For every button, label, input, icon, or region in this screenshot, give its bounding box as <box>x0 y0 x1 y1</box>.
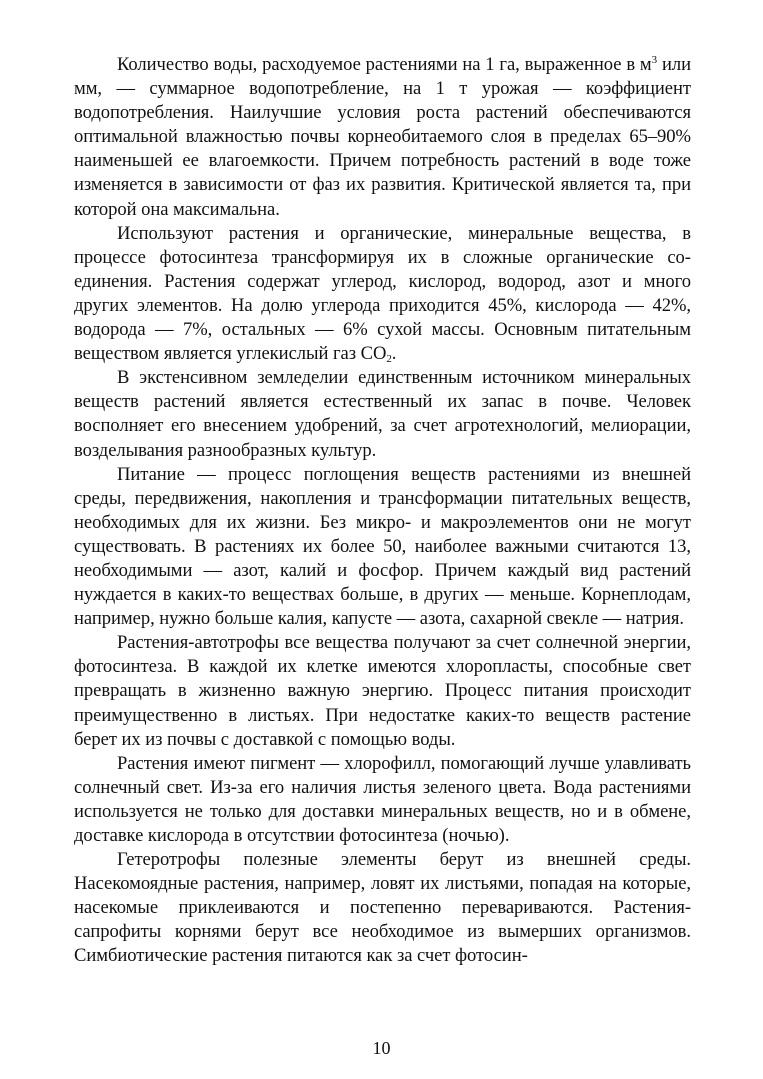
paragraph-heterotrophs: Гетеротрофы полезные элементы берут из внешней среды. Насекомоядные растения, например, ловят их листьями, попадая на которые, насекомые приклеиваются и постепенно перевариваются. Растения-сапрофиты корнями берут все необходимое из вымерших организмов. Симбиотические растения питаются как за счет фотосин- <box>74 849 691 967</box>
page-body <box>74 53 691 969</box>
paragraph-extensive-farming: В экстенсивном земледелии единственным источником минеральных веществ растений является естественный их запас в почве. Человек восполняет его внесением удобрений, за счет агротехнологий, мелиорации, возделывания разнообразных культур. <box>74 367 691 461</box>
paragraph-organic-substances: Используют растения и органические, минеральные вещества, в процессе фотосинтеза трансформируя их в сложные органические соединения. Растения содержат углерод, кислород, водород, азот и много других элементов. На долю углерода приходится 45%, кислорода — 42%, водорода — 7%, остальных — 6% сухой массы. Основным питательным веществом является углекислый газ $CO_2$. <box>74 222 691 366</box>
paragraph-water-consumption: Количество воды, расходуемое растениями на 1 га, выраженное в $м^3$ или мм, — суммарное водопотребление, на 1 т урожая — коэффициент водопотребления. Наилучшие условия роста растений обеспечиваются оптимальной влажностью почвы корнеобитаемого слоя в пределах 65–90% наименьшей ее влагоемкости. Причем потребность растений в воде тоже изменяется в зависимости от фаз их развития. Критической является та, при которой она максимальна. <box>74 54 691 220</box>
paragraph-autotrophs: Растения-автотрофы все вещества получают за счет солнечной энергии, фотосинтеза. В каждой их клетке имеются хлоропласты, способные свет превращать в жизненно важную энергию. Процесс питания происходит преимущественно в листьях. При недостатке каких-то веществ растение берет их из почвы с доставкой с помощью воды. <box>74 632 691 750</box>
paragraph-chlorophyll: Растения имеют пигмент — хлорофилл, помогающий лучше улавливать солнечный свет. Из-за его наличия листья зеленого цвета. Вода растениями используется не только для доставки минеральных веществ, но и в обмене, доставке кислорода в отсутствии фотосинтеза (ночью). <box>74 752 691 846</box>
paragraph-nutrition: Питание — процесс поглощения веществ растениями из внешней среды, передвижения, накопления и трансформации питательных веществ, необходимых для их жизни. Без микро- и макроэлементов они не могут существовать. В растениях их более 50, наиболее важными считаются 13, необходимыми — азот, калий и фосфор. Причем каждый вид растений нуждается в каких-то веществах больше, в других — меньше. Корнеплодам, например, нужно больше калия, капусте — азота, сахарной свекле — натрия. <box>74 463 691 630</box>
page-number: 10 <box>372 1038 391 1058</box>
